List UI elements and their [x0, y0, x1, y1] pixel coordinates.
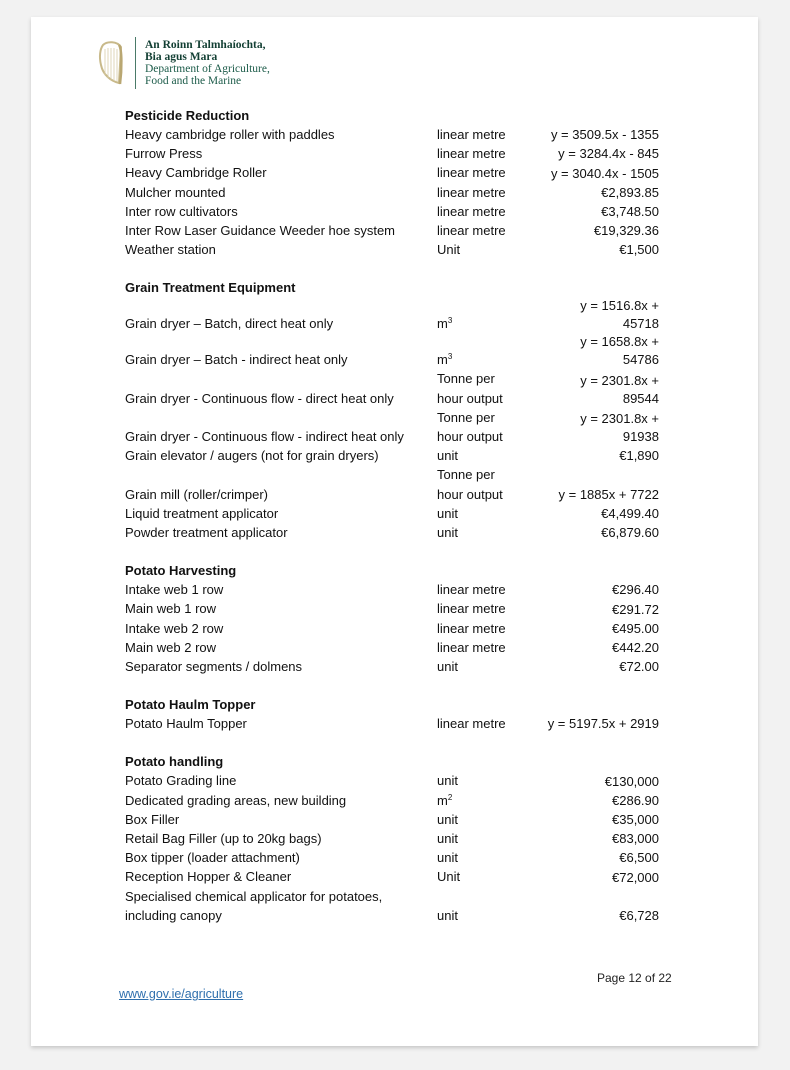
unit-superscript: 3: [447, 316, 453, 326]
item-value-line: €442.20: [612, 640, 659, 656]
item-value-line: €6,500: [619, 850, 659, 866]
item-value-line: €286.90: [612, 792, 659, 808]
item-name-line: Grain mill (roller/crimper): [125, 486, 269, 502]
item-unit-line: [437, 314, 537, 333]
item-value-line: €1,890: [619, 448, 659, 464]
item-name-line: Liquid treatment applicator: [125, 505, 279, 521]
item-unit: [437, 163, 537, 182]
table-row: [125, 240, 665, 259]
item-name-line: Grain dryer - Continuous flow - direct heat only: [125, 390, 394, 406]
item-name-line: Potato Haulm Topper: [125, 716, 247, 732]
table-row: [125, 297, 665, 333]
item-value: [537, 524, 659, 542]
item-name: [125, 714, 437, 733]
unit-superscript: 3: [447, 352, 453, 362]
unit-text: m: [437, 316, 448, 332]
item-value-line: €296.40: [612, 582, 659, 598]
item-name: [125, 791, 437, 810]
item-name: [125, 314, 437, 333]
item-value: [537, 639, 659, 657]
item-name-line: Reception Hopper & Cleaner: [125, 869, 292, 885]
item-name: [125, 619, 437, 638]
unit-text: linear metre: [437, 184, 506, 200]
item-name: [125, 810, 437, 829]
item-value-line: y = 1658.8x +: [580, 334, 659, 350]
unit-text: hour output: [437, 390, 503, 406]
item-unit: [437, 408, 537, 446]
table-row: [125, 504, 665, 523]
item-value: [537, 184, 659, 202]
item-name: [125, 446, 437, 465]
item-unit-line: [437, 389, 537, 408]
item-unit: [437, 183, 537, 202]
item-value-line: €2,893.85: [601, 184, 659, 200]
item-unit: [437, 504, 537, 523]
unit-text: hour output: [437, 486, 503, 502]
item-unit-line: [437, 485, 537, 504]
section-title: Pesticide Reduction: [125, 108, 250, 123]
item-unit-line: [437, 221, 537, 240]
unit-text: linear metre: [437, 620, 506, 636]
item-unit: [437, 369, 537, 407]
table-row: [125, 599, 665, 618]
item-value: [537, 241, 659, 259]
item-name-line: Mulcher mounted: [125, 184, 226, 200]
unit-text: unit: [437, 811, 458, 827]
unit-text: Unit: [437, 242, 461, 258]
unit-text: unit: [437, 907, 458, 923]
item-unit-line: [437, 183, 537, 202]
item-name: [125, 887, 437, 925]
item-unit: [437, 829, 537, 848]
table-row: [125, 408, 665, 446]
unit-text: unit: [437, 525, 458, 541]
item-unit: [437, 619, 537, 638]
item-name-line: Grain dryer – Batch - indirect heat only: [125, 352, 348, 368]
item-name-line: Separator segments / dolmens: [125, 659, 303, 675]
item-unit: [437, 125, 537, 144]
item-unit: [437, 523, 537, 542]
item-name: [125, 125, 437, 144]
item-name: [125, 580, 437, 599]
item-unit-line: [437, 619, 537, 638]
unit-text: m: [437, 792, 448, 808]
item-name-line: Box tipper (loader attachment): [125, 850, 300, 866]
item-value: [537, 620, 659, 638]
item-name-line: Heavy cambridge roller with paddles: [125, 127, 335, 142]
item-value: [537, 830, 659, 848]
item-unit-line: [437, 829, 537, 848]
item-unit: [437, 144, 537, 163]
item-unit-line: [437, 240, 537, 259]
item-value-line: 45718: [622, 316, 659, 332]
section-title: Potato Harvesting: [125, 563, 237, 579]
table-row: [125, 202, 665, 221]
unit-text: unit: [437, 448, 458, 464]
item-unit-line: [437, 580, 537, 599]
item-name-line: Main web 1 row: [125, 601, 217, 617]
document-page: [31, 17, 758, 1046]
item-unit-line: [437, 791, 537, 810]
item-name: [125, 771, 437, 790]
harp-icon: [97, 39, 125, 87]
item-value-line: €35,000: [612, 812, 659, 828]
item-name-line: Potato Grading line: [125, 773, 237, 789]
table-row: [125, 523, 665, 542]
item-name: [125, 848, 437, 867]
item-name: [125, 163, 437, 182]
item-unit-line: [437, 867, 537, 886]
item-unit-line: [437, 125, 537, 144]
item-unit-line: [437, 408, 537, 427]
org-irish-line1: An Roinn Talmhaíochta,: [145, 39, 266, 51]
table-row: [125, 848, 665, 867]
table-row: [125, 771, 665, 790]
item-value: [537, 297, 659, 333]
page-number: Page 12 of 22: [597, 971, 672, 985]
item-name-line: Intake web 2 row: [125, 620, 224, 636]
item-unit: [437, 848, 537, 867]
item-value-line: y = 1516.8x +: [580, 298, 659, 314]
org-irish-line2: Bia agus Mara: [145, 51, 218, 63]
item-value-line: €130,000: [604, 773, 659, 789]
table-row: [125, 810, 665, 829]
item-name: [125, 657, 437, 676]
table-row: [125, 580, 665, 599]
item-name: [125, 221, 437, 240]
item-name-line: Box Filler: [125, 811, 180, 827]
website-link[interactable]: www.gov.ie/agriculture: [119, 987, 244, 1001]
item-value-line: y = 2301.8x +: [580, 372, 659, 388]
item-unit: [437, 465, 537, 503]
org-english-line2: Food and the Marine: [145, 75, 242, 87]
item-unit: [437, 791, 537, 810]
unit-text: unit: [437, 831, 458, 847]
item-unit: [437, 714, 537, 733]
table-row: [125, 867, 665, 886]
item-value: [537, 145, 659, 163]
item-unit: [437, 350, 537, 369]
unit-text: linear metre: [437, 127, 506, 142]
item-unit: [437, 202, 537, 221]
item-unit-line: [437, 446, 537, 465]
item-unit-line: [437, 810, 537, 829]
item-value: [537, 715, 659, 733]
item-unit-line: [437, 504, 537, 523]
item-value-line: 89544: [622, 390, 659, 406]
item-name: [125, 829, 437, 848]
item-name: [125, 202, 437, 221]
item-name: [125, 183, 437, 202]
item-unit-line: [437, 771, 537, 790]
item-name: [125, 504, 437, 523]
item-value-line: y = 3284.4x - 845: [558, 146, 659, 162]
item-value-line: €6,728: [619, 908, 659, 924]
item-unit: [437, 867, 537, 886]
section-spacer: [125, 733, 665, 752]
item-value-line: y = 3509.5x - 1355: [550, 127, 659, 143]
unit-text: m: [437, 352, 448, 368]
item-value: [537, 447, 659, 465]
item-name: [125, 240, 437, 259]
item-name-line: Grain dryer – Batch, direct heat only: [125, 316, 334, 332]
item-value: [537, 869, 659, 887]
item-value: [537, 849, 659, 867]
table-row: [125, 163, 665, 182]
item-name-line: Powder treatment applicator: [125, 525, 288, 541]
item-unit-line: [437, 906, 537, 925]
item-value: [537, 333, 659, 369]
unit-text: linear metre: [437, 582, 506, 598]
item-value-line: y = 3040.4x - 1505: [550, 165, 659, 181]
item-value: [537, 126, 659, 144]
item-name-line: Dedicated grading areas, new building: [125, 792, 347, 808]
item-unit: [437, 221, 537, 240]
table-row: [125, 657, 665, 676]
item-name-line: Retail Bag Filler (up to 20kg bags): [125, 831, 322, 847]
item-value: [537, 907, 659, 925]
item-name-line: Specialised chemical applicator for potatoes,: [125, 888, 383, 904]
item-value-line: €6,879.60: [601, 525, 659, 541]
item-name: [125, 523, 437, 542]
item-unit-line: [437, 638, 537, 657]
item-name-line: including canopy: [125, 907, 222, 923]
item-name-line: Intake web 1 row: [125, 582, 224, 598]
item-unit-line: [437, 523, 537, 542]
table-row: [125, 791, 665, 810]
unit-text: linear metre: [437, 601, 506, 617]
unit-text: unit: [437, 773, 458, 789]
item-name-line: Weather station: [125, 242, 216, 258]
unit-text: Unit: [437, 869, 461, 885]
item-value: [537, 773, 659, 791]
item-unit: [437, 810, 537, 829]
item-name-line: Heavy Cambridge Roller: [125, 165, 267, 181]
unit-text: Tonne per: [437, 467, 495, 483]
table-row: [125, 221, 665, 240]
table-row: [125, 333, 665, 369]
unit-superscript: 2: [447, 792, 453, 802]
item-unit-line: [437, 350, 537, 369]
item-unit-line: [437, 848, 537, 867]
unit-text: unit: [437, 505, 458, 521]
section-spacer: [125, 676, 665, 695]
table-row: [125, 369, 665, 407]
table-row: [125, 714, 665, 733]
item-value: [537, 792, 659, 810]
item-value-line: y = 1885x + 7722: [558, 486, 659, 502]
item-value-line: €291.72: [612, 601, 659, 617]
item-value-line: €1,500: [619, 242, 659, 258]
item-unit: [437, 580, 537, 599]
item-value-line: €72.00: [619, 659, 659, 675]
item-value-line: 54786: [622, 352, 659, 368]
unit-text: unit: [437, 850, 458, 866]
item-value: [537, 203, 659, 221]
unit-text: linear metre: [437, 165, 506, 181]
item-value-line: €83,000: [612, 831, 659, 847]
item-name: [125, 350, 437, 369]
item-unit: [437, 314, 537, 333]
item-value-line: €19,329.36: [593, 223, 659, 239]
item-value: [537, 372, 659, 408]
unit-text: Tonne per: [437, 409, 495, 425]
item-unit: [437, 638, 537, 657]
item-name-line: Grain elevator / augers (not for grain dryers): [125, 448, 379, 464]
item-value: [537, 222, 659, 240]
item-name-line: Inter Row Laser Guidance Weeder hoe system: [125, 223, 396, 239]
item-name-line: Grain dryer - Continuous flow - indirect heat only: [125, 429, 404, 445]
item-unit-line: [437, 657, 537, 676]
item-unit: [437, 446, 537, 465]
unit-text: linear metre: [437, 223, 506, 239]
table-row: [125, 183, 665, 202]
logo-divider: [135, 37, 136, 89]
item-name: [125, 427, 437, 446]
unit-text: hour output: [437, 429, 503, 445]
table-row: [125, 829, 665, 848]
item-name: [125, 599, 437, 618]
item-unit-line: [437, 144, 537, 163]
item-value-line: €72,000: [612, 869, 659, 885]
item-value: [537, 601, 659, 619]
item-unit: [437, 657, 537, 676]
unit-text: Tonne per: [437, 371, 495, 387]
unit-text: linear metre: [437, 203, 506, 219]
item-value-line: €495.00: [612, 620, 659, 636]
section-spacer: [125, 259, 665, 278]
item-value: [537, 410, 659, 446]
section-title: Potato Haulm Topper: [125, 697, 256, 713]
item-value: [537, 811, 659, 829]
item-name: [125, 389, 437, 408]
department-name: [145, 39, 270, 87]
item-name: [125, 638, 437, 657]
table-row: [125, 465, 665, 503]
table-row: [125, 887, 665, 925]
item-unit-line: [437, 599, 537, 618]
table-row: [125, 446, 665, 465]
item-value: [537, 486, 659, 504]
item-unit-line: [437, 369, 537, 388]
table-row: [125, 619, 665, 638]
item-value: [537, 581, 659, 599]
item-name: [125, 485, 437, 504]
item-name: [125, 867, 437, 886]
unit-text: linear metre: [437, 146, 506, 162]
item-value-line: y = 5197.5x + 2919: [547, 716, 659, 732]
table-row: [125, 638, 665, 657]
item-value-line: 91938: [622, 429, 659, 445]
item-unit-line: [437, 202, 537, 221]
item-value: [537, 658, 659, 676]
item-unit: [437, 240, 537, 259]
item-unit: [437, 599, 537, 618]
item-unit: [437, 771, 537, 790]
item-value-line: €4,499.40: [601, 506, 659, 522]
unit-text: unit: [437, 659, 458, 675]
item-name-line: Inter row cultivators: [125, 203, 238, 219]
item-unit-line: [437, 427, 537, 446]
item-value-line: €3,748.50: [601, 204, 659, 220]
item-value: [537, 165, 659, 183]
item-unit-line: [437, 465, 537, 484]
item-name-line: Main web 2 row: [125, 639, 217, 655]
department-logo: [97, 37, 270, 89]
section-spacer: [125, 542, 665, 561]
cost-table: [125, 106, 665, 925]
section-title: Potato handling: [125, 754, 224, 770]
org-english-line1: Department of Agriculture,: [145, 63, 270, 75]
unit-text: linear metre: [437, 716, 506, 732]
item-unit-line: [437, 714, 537, 733]
item-unit: [437, 906, 537, 925]
table-row: [125, 144, 665, 163]
item-name-line: Furrow Press: [125, 146, 203, 162]
item-unit-line: [437, 163, 537, 182]
item-name: [125, 144, 437, 163]
item-value-line: y = 2301.8x +: [580, 411, 659, 427]
section-title: Grain Treatment Equipment: [125, 280, 296, 296]
unit-text: linear metre: [437, 639, 506, 655]
table-row: [125, 125, 665, 144]
item-value: [537, 505, 659, 523]
